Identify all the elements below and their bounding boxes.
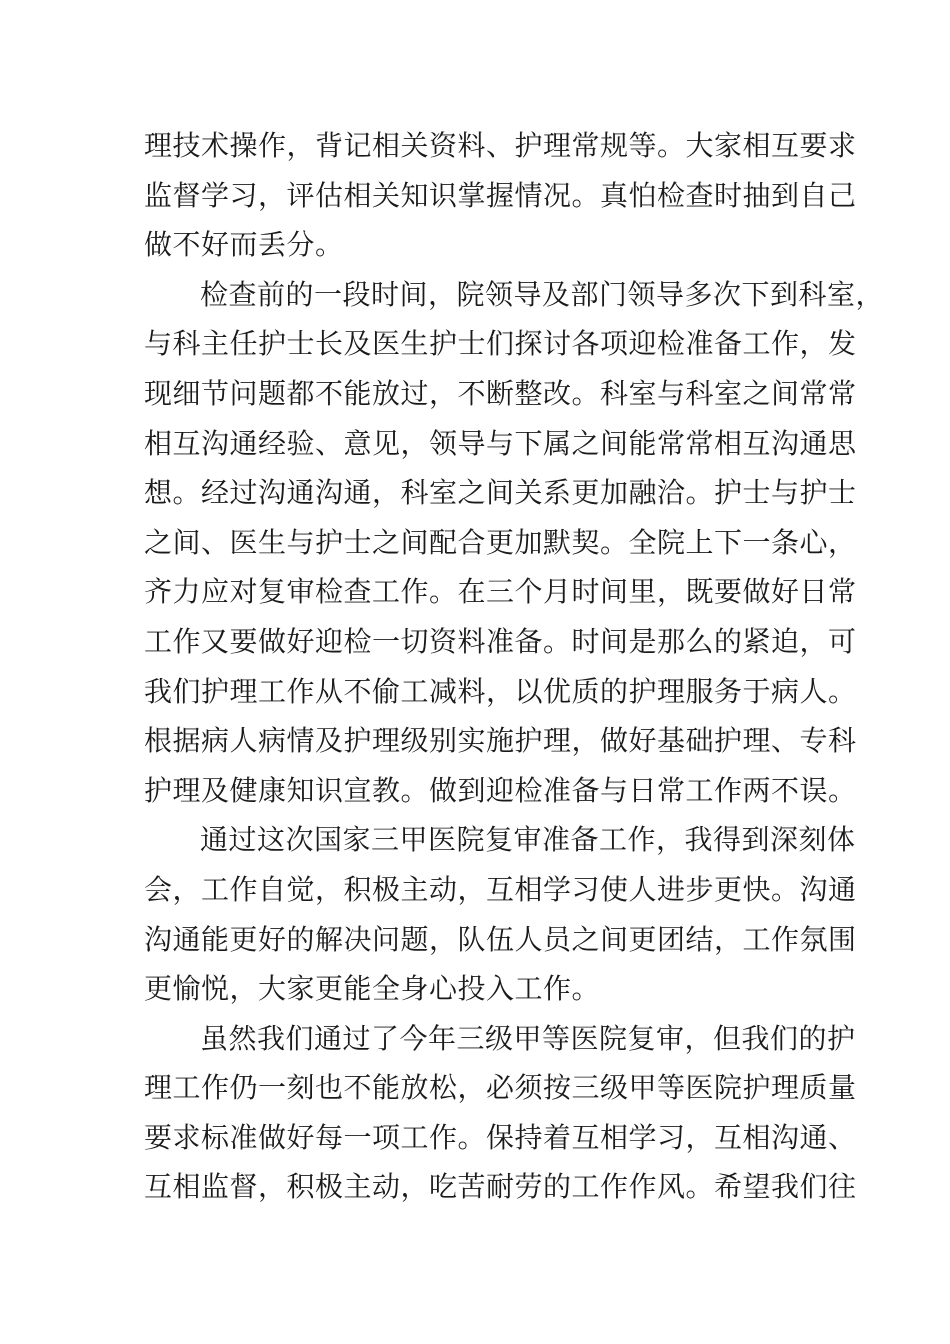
text-line: 工作又要做好迎检一切资料准备。时间是那么的紧迫，可 xyxy=(144,624,857,658)
text-line: 要求标准做好每一项工作。保持着互相学习，互相沟通、 xyxy=(144,1120,857,1154)
text-line: 我们护理工作从不偷工减料，以优质的护理服务于病人。 xyxy=(144,674,857,708)
paragraph-3 xyxy=(144,815,857,1013)
text-line: 想。经过沟通沟通，科室之间关系更加融洽。护士与护士 xyxy=(144,476,857,510)
document-body xyxy=(144,121,885,1212)
paragraph-4 xyxy=(144,1014,857,1212)
text-line: 做不好而丢分。 xyxy=(144,228,344,262)
text-line: 互相监督，积极主动，吃苦耐劳的工作作风。希望我们往 xyxy=(144,1170,857,1204)
paragraph-1 xyxy=(144,121,857,270)
text-line: 虽然我们通过了今年三级甲等医院复审，但我们的护 xyxy=(200,1021,856,1055)
text-line: 理技术操作，背记相关资料、护理常规等。大家相互要求 xyxy=(144,129,857,162)
text-line: 之间、医生与护士之间配合更加默契。全院上下一条心， xyxy=(144,525,857,559)
text-line: 现细节问题都不能放过，不断整改。科室与科室之间常常 xyxy=(144,376,857,410)
text-line: 检查前的一段时间，院领导及部门领导多次下到科室， xyxy=(200,277,885,311)
text-line: 相互沟通经验、意见，领导与下属之间能常常相互沟通思 xyxy=(144,426,857,460)
text-line: 更愉悦，大家更能全身心投入工作。 xyxy=(144,972,601,1006)
text-line: 会，工作自觉，积极主动，互相学习使人进步更快。沟通 xyxy=(144,872,857,906)
text-line: 沟通能更好的解决问题，队伍人员之间更团结，工作氛围 xyxy=(144,922,857,956)
paragraph-2 xyxy=(144,270,885,816)
text-line: 根据病人病情及护理级别实施护理，做好基础护理、专科 xyxy=(144,724,857,758)
text-line: 护理及健康知识宣教。做到迎检准备与日常工作两不误。 xyxy=(144,773,857,807)
text-line: 通过这次国家三甲医院复审准备工作，我得到深刻体 xyxy=(200,823,856,857)
text-line: 齐力应对复审检查工作。在三个月时间里，既要做好日常 xyxy=(144,575,857,609)
text-line: 与科主任护士长及医生护士们探讨各项迎检准备工作，发 xyxy=(144,327,857,361)
text-line: 理工作仍一刻也不能放松，必须按三级甲等医院护理质量 xyxy=(144,1071,857,1105)
text-line: 监督学习，评估相关知识掌握情况。真怕检查时抽到自己 xyxy=(144,178,857,212)
